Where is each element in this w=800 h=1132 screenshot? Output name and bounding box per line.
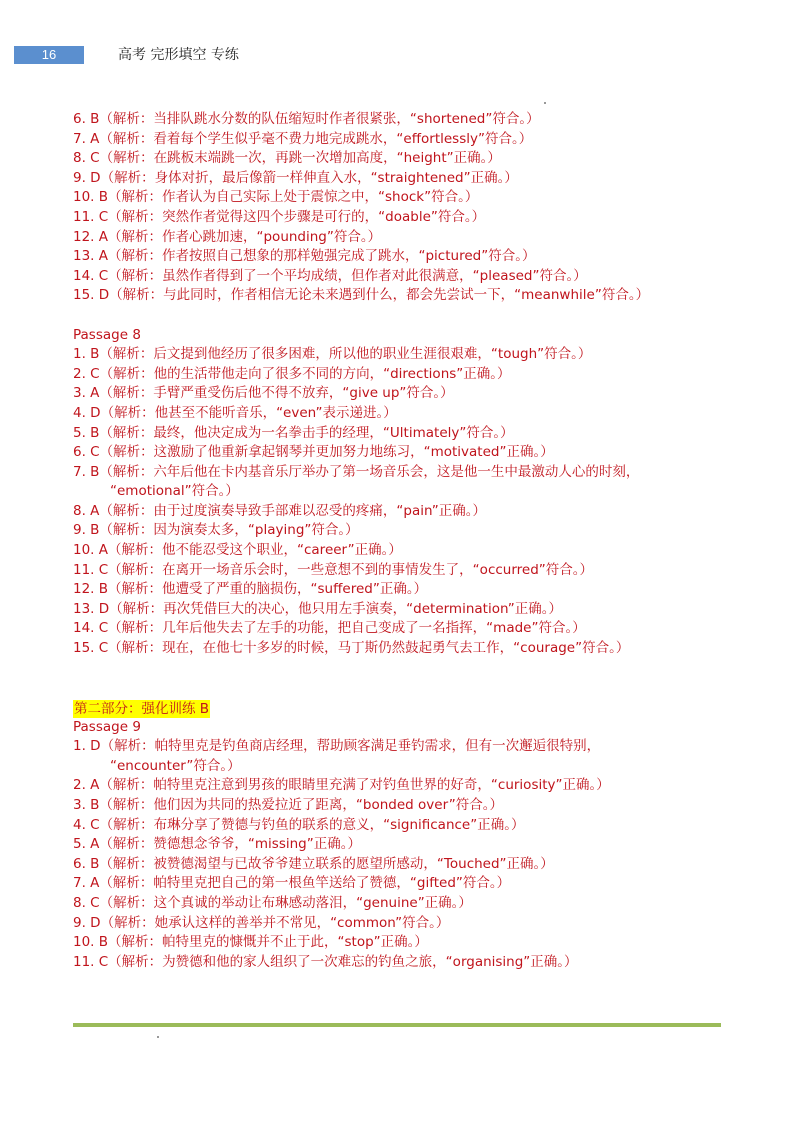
answer-content bbox=[73, 110, 733, 972]
list-item: 1. B（解析：后文提到他经历了很多困难，所以他的职业生涯很艰难，“tough”符合。） bbox=[73, 346, 592, 363]
list-item: 12. B（解析：他遭受了严重的脑损伤，“suffered”正确。） bbox=[73, 581, 428, 598]
list-item: 12. A（解析：作者心跳加速，“pounding”符合。） bbox=[73, 228, 382, 245]
group1-list bbox=[73, 110, 733, 306]
list-item: 5. B（解析：最终，他决定成为一名拳击手的经理，“Ultimately”符合。） bbox=[73, 424, 514, 441]
list-item: 9. B（解析：因为演奏太多，“playing”符合。） bbox=[73, 522, 359, 539]
list-item: 10. B（解析：作者认为自己实际上处于震惊之中，“shock”符合。） bbox=[73, 189, 479, 206]
list-item: 9. D（解析：身体对折，最后像箭一样伸直入水，“straightened”正确。） bbox=[73, 169, 518, 186]
list-item: 3. A（解析：手臂严重受伤后他不得不放弃，“give up”符合。） bbox=[73, 385, 454, 402]
list-item: 6. C（解析：这激励了他重新拿起钢琴并更加努力地练习，“motivated”正确。） bbox=[73, 444, 554, 461]
speck-mark bbox=[157, 1036, 159, 1038]
list-item: 7. B（解析：六年后他在卡内基音乐厅举办了第一场音乐会，这是他一生中最激动人心的时刻， bbox=[73, 463, 640, 480]
list-item: 4. C（解析：布琳分享了赞德与钓鱼的联系的意义，“significance”正确。） bbox=[73, 816, 525, 833]
spacer bbox=[73, 659, 733, 698]
passage-8-list bbox=[73, 345, 733, 659]
page-header bbox=[0, 46, 800, 66]
list-item-continuation: “encounter”符合。） bbox=[110, 757, 241, 774]
list-item: 8. C（解析：这个真诚的举动让布琳感动落泪，“genuine”正确。） bbox=[73, 894, 472, 911]
list-item: 8. C（解析：在跳板末端跳一次，再跳一次增加高度，“height”正确。） bbox=[73, 150, 501, 167]
list-item: 13. D（解析：再次凭借巨大的决心，他只用左手演奏，“determination”正确。） bbox=[73, 600, 563, 617]
spacer bbox=[73, 306, 733, 326]
list-item: 9. D（解析：她承认这样的善举并不常见，“common”符合。） bbox=[73, 914, 450, 931]
passage-8-title: Passage 8 bbox=[73, 326, 141, 343]
section-heading bbox=[73, 698, 733, 718]
section-title: 第二部分：强化训练 B bbox=[74, 700, 210, 717]
list-item: 2. A（解析：帕特里克注意到男孩的眼睛里充满了对钓鱼世界的好奇，“curiosity”正确。） bbox=[73, 777, 610, 794]
list-item: 10. A（解析：他不能忍受这个职业，“career”正确。） bbox=[73, 542, 402, 559]
footer-divider bbox=[73, 1023, 721, 1027]
list-item-continuation: “emotional”符合。） bbox=[110, 483, 239, 500]
list-item: 7. A（解析：帕特里克把自己的第一根鱼竿送给了赞德，“gifted”符合。） bbox=[73, 875, 511, 892]
list-item: 7. A（解析：看着每个学生似乎毫不费力地完成跳水，“effortlessly”符合。） bbox=[73, 130, 533, 147]
list-item: 11. C（解析：在离开一场音乐会时，一些意想不到的事情发生了，“occurred”符合。） bbox=[73, 561, 594, 578]
passage-9-list bbox=[73, 737, 733, 972]
list-item: 6. B（解析：被赞德渴望与已故爷爷建立联系的愿望所感动，“Touched”正确。） bbox=[73, 855, 554, 872]
header-title: 高考 完形填空 专练 bbox=[118, 47, 239, 63]
list-item: 5. A（解析：赞德想念爷爷，“missing”正确。） bbox=[73, 836, 361, 853]
list-item: 15. D（解析：与此同时，作者相信无论未来遇到什么，都会先尝试一下，“meanwhile”符合。） bbox=[73, 287, 650, 304]
list-item: 10. B（解析：帕特里克的慷慨并不止于此，“stop”正确。） bbox=[73, 934, 428, 951]
list-item: 11. C（解析：突然作者觉得这四个步骤是可行的，“doable”符合。） bbox=[73, 208, 486, 225]
list-item: 6. B（解析：当排队跳水分数的队伍缩短时作者很紧张，“shortened”符合。） bbox=[73, 111, 540, 127]
passage-9-title: Passage 9 bbox=[73, 718, 141, 735]
list-item: 8. A（解析：由于过度演奏导致手部难以忍受的疼痛，“pain”正确。） bbox=[73, 502, 487, 519]
list-item: 2. C（解析：他的生活带他走向了很多不同的方向，“directions”正确。） bbox=[73, 365, 511, 382]
list-item: 15. C（解析：现在，在他七十多岁的时候，马丁斯仍然鼓起勇气去工作，“courage”符合。） bbox=[73, 640, 630, 657]
list-item: 11. C（解析：为赞德和他的家人组织了一次难忘的钓鱼之旅，“organising”正确。） bbox=[73, 953, 578, 970]
list-item: 13. A（解析：作者按照自己想象的那样勉强完成了跳水，“pictured”符合。） bbox=[73, 248, 536, 265]
list-item: 1. D（解析：帕特里克是钓鱼商店经理，帮助顾客满足垂钓需求，但有一次邂逅很特别， bbox=[73, 738, 601, 755]
list-item: 14. C（解析：虽然作者得到了一个平均成绩，但作者对此很满意，“pleased”符合。） bbox=[73, 267, 587, 284]
page-number-badge: 16 bbox=[14, 46, 84, 64]
list-item: 14. C（解析：几年后他失去了左手的功能，把自己变成了一名指挥，“made”符合。） bbox=[73, 620, 586, 637]
speck-mark bbox=[544, 102, 546, 104]
list-item: 4. D（解析：他甚至不能听音乐，“even”表示递进。） bbox=[73, 404, 397, 421]
list-item: 3. B（解析：他们因为共同的热爱拉近了距离，“bonded over”符合。） bbox=[73, 797, 503, 813]
